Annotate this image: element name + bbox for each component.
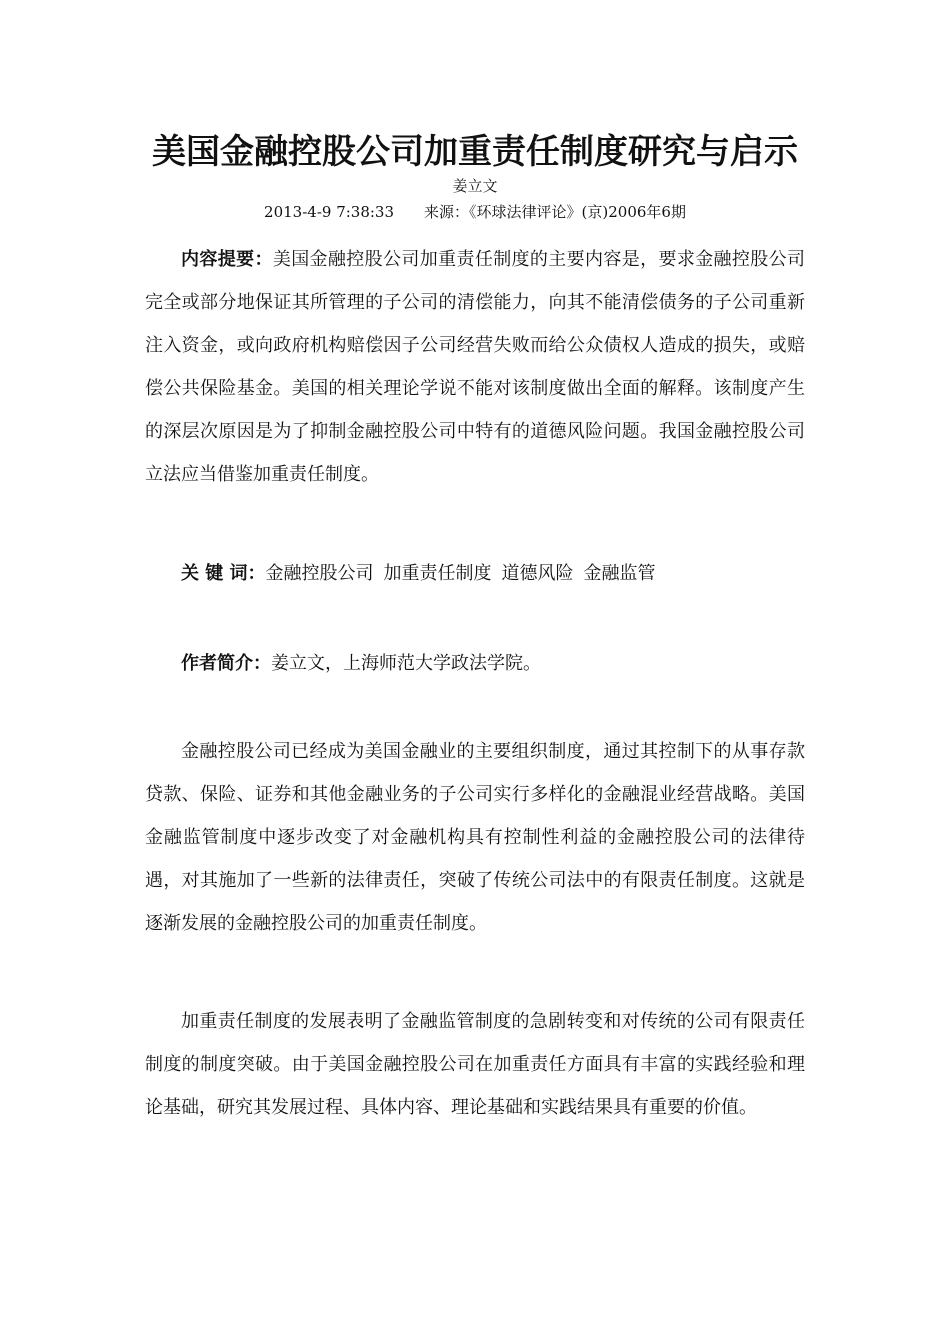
publication-source: 来源：《环球法律评论》(京)2006年6期 — [424, 203, 686, 221]
keyword-item: 金融控股公司 — [265, 563, 374, 584]
publish-date: 2013-4-9 7:38:33 — [264, 203, 395, 221]
body-paragraph: 加重责任制度的发展表明了金融监管制度的急剧转变和对传统的公司有限责任制度的制度突破。由于美国金融控股公司在加重责任方面具有丰富的实践经验和理论基础，研究其发展过程、具体内容、理论基础和实践结果具有重要的价值。 — [145, 1011, 805, 1118]
author-bio-section — [145, 642, 805, 685]
keywords-label: 关 键 词： — [181, 563, 266, 584]
keyword-item: 金融监管 — [583, 563, 656, 584]
abstract-section — [145, 238, 805, 496]
keyword-item: 加重责任制度 — [383, 563, 492, 584]
keywords-section — [145, 552, 805, 595]
abstract-label: 内容提要： — [181, 249, 273, 270]
abstract-text: 美国金融控股公司加重责任制度的主要内容是，要求金融控股公司完全或部分地保证其所管理的子公司的清偿能力，向其不能清偿债务的子公司重新注入资金，或向政府机构赔偿因子公司经营失败而给公众债权人造成的损失，或赔偿公共保险基金。美国的相关理论学说不能对该制度做出全面的解释。该制度产生的深层次原因是为了抑制金融控股公司中特有的道德风险问题。我国金融控股公司立法应当借鉴加重责任制度。 — [145, 249, 806, 485]
document-author: 姜立文 — [452, 177, 498, 195]
author-bio-text: 姜立文，上海师范大学政法学院。 — [271, 653, 541, 674]
keyword-item: 道德风险 — [501, 563, 574, 584]
author-bio-label: 作者简介： — [181, 653, 271, 674]
document-title: 美国金融控股公司加重责任制度研究与启示 — [152, 132, 798, 172]
body-paragraph: 金融控股公司已经成为美国金融业的主要组织制度，通过其控制下的从事存款贷款、保险、证券和其他金融业务的子公司实行多样化的金融混业经营战略。美国金融监管制度中逐步改变了对金融机构具有控制性利益的金融控股公司的法律待遇，对其施加了一些新的法律责任，突破了传统公司法中的有限责任制度。这就是逐渐发展的金融控股公司的加重责任制度。 — [145, 741, 805, 934]
document-meta — [0, 202, 950, 222]
